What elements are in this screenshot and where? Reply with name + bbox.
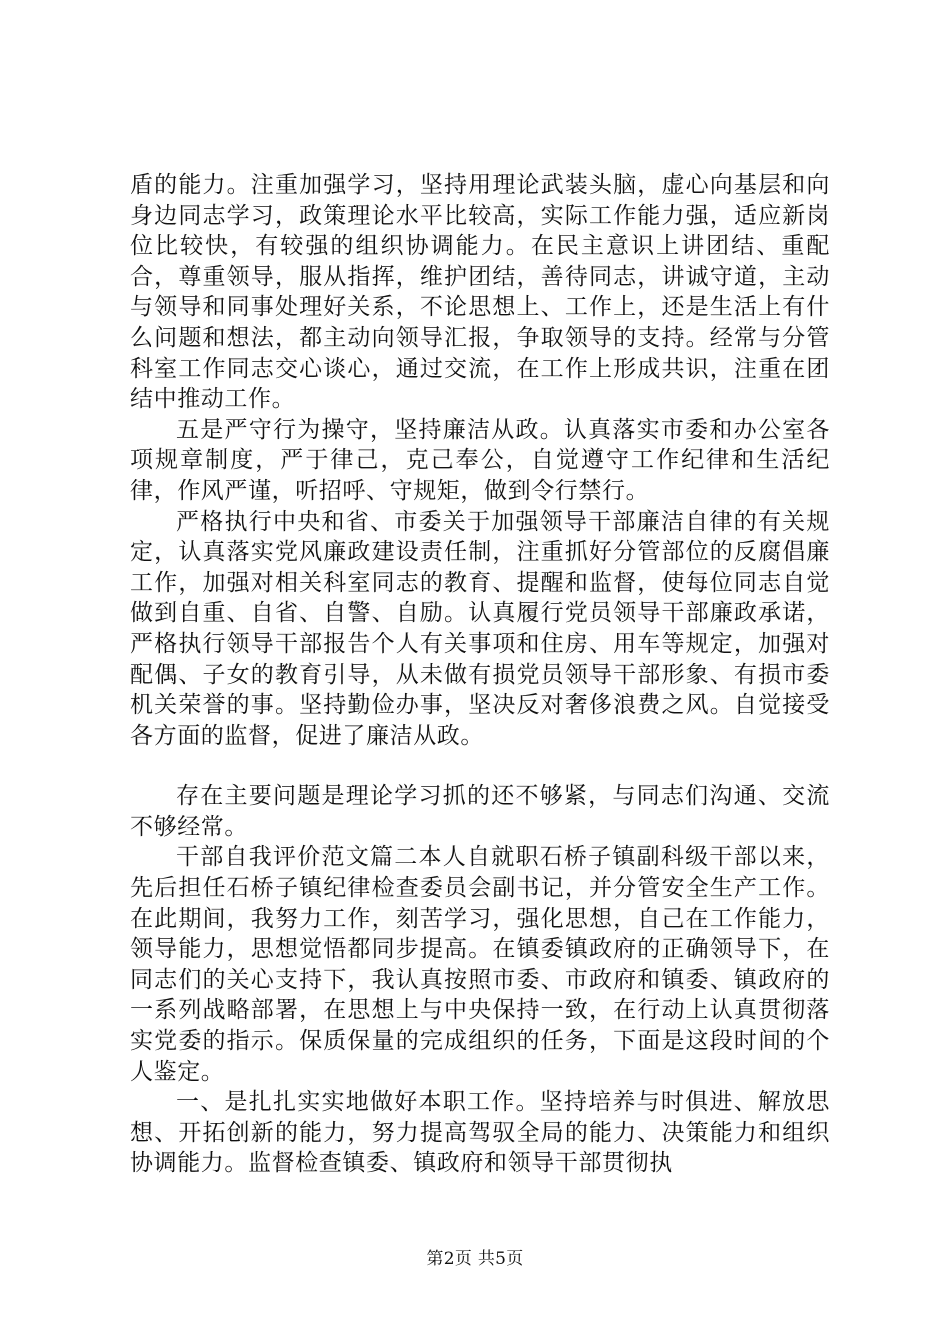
page-number-footer: 第2页 共5页: [426, 1249, 524, 1269]
paragraph-sample-two: 干部自我评价范文篇二本人自就职石桥子镇副科级干部以来，先后担任石桥子镇纪律检查委员会副书记，并分管安全生产工作。在此期间，我努力工作，刻苦学习，强化思想，自己在工作能力，领导能力，思想觉悟都同步提高。在镇委镇政府的正确领导下，在同志们的关心支持下，我认真按照市委、市政府和镇委、镇政府的一系列战略部署，在思想上与中央保持一致，在行动上认真贯彻落实党委的指示。保质保量的完成组织的任务，下面是这段时间的个人鉴定。: [130, 844, 830, 1085]
paragraph-gap: [130, 751, 830, 781]
paragraph-point-one: 一、是扎扎实实地做好本职工作。坚持培养与时俱进、解放思想、开拓创新的能力，努力提高驾驭全局的能力、决策能力和组织协调能力。监督检查镇委、镇政府和领导干部贯彻执: [130, 1089, 830, 1177]
paragraph-unity: 盾的能力。注重加强学习，坚持用理论武装头脑，虚心向基层和向身边同志学习，政策理论水平比较高，实际工作能力强，适应新岗位比较快，有较强的组织协调能力。在民主意识上讲团结、重配合，尊重领导，服从指挥，维护团结，善待同志，讲诚守道，主动与领导和同事处理好关系，不论思想上、工作上，还是生活上有什么问题和想法，都主动向领导汇报，争取领导的支持。经常与分管科室工作同志交心谈心，通过交流，在工作上形成共识，注重在团结中推动工作。: [130, 172, 830, 413]
paragraph-main-problems: 存在主要问题是理论学习抓的还不够紧，与同志们沟通、交流不够经常。: [130, 783, 830, 840]
paragraph-self-discipline: 严格执行中央和省、市委关于加强领导干部廉洁自律的有关规定，认真落实党风廉政建设责任制，注重抓好分管部位的反腐倡廉工作，加强对相关科室同志的教育、提醒和监督，使每位同志自觉做到自重、自省、自警、自励。认真履行党员领导干部廉政承诺，严格执行领导干部报告个人有关事项和住房、用车等规定，加强对配偶、子女的教育引导，从未做有损党员领导干部形象、有损市委机关荣誉的事。坚持勤俭办事，坚决反对奢侈浪费之风。自觉接受各方面的监督，促进了廉洁从政。: [130, 508, 830, 749]
document-body: [130, 170, 830, 1179]
paragraph-integrity-point-five: 五是严守行为操守，坚持廉洁从政。认真落实市委和办公室各项规章制度，严于律己，克己奉公，自觉遵守工作纪律和生活纪律，作风严谨，听招呼、守规矩，做到令行禁行。: [130, 416, 830, 504]
